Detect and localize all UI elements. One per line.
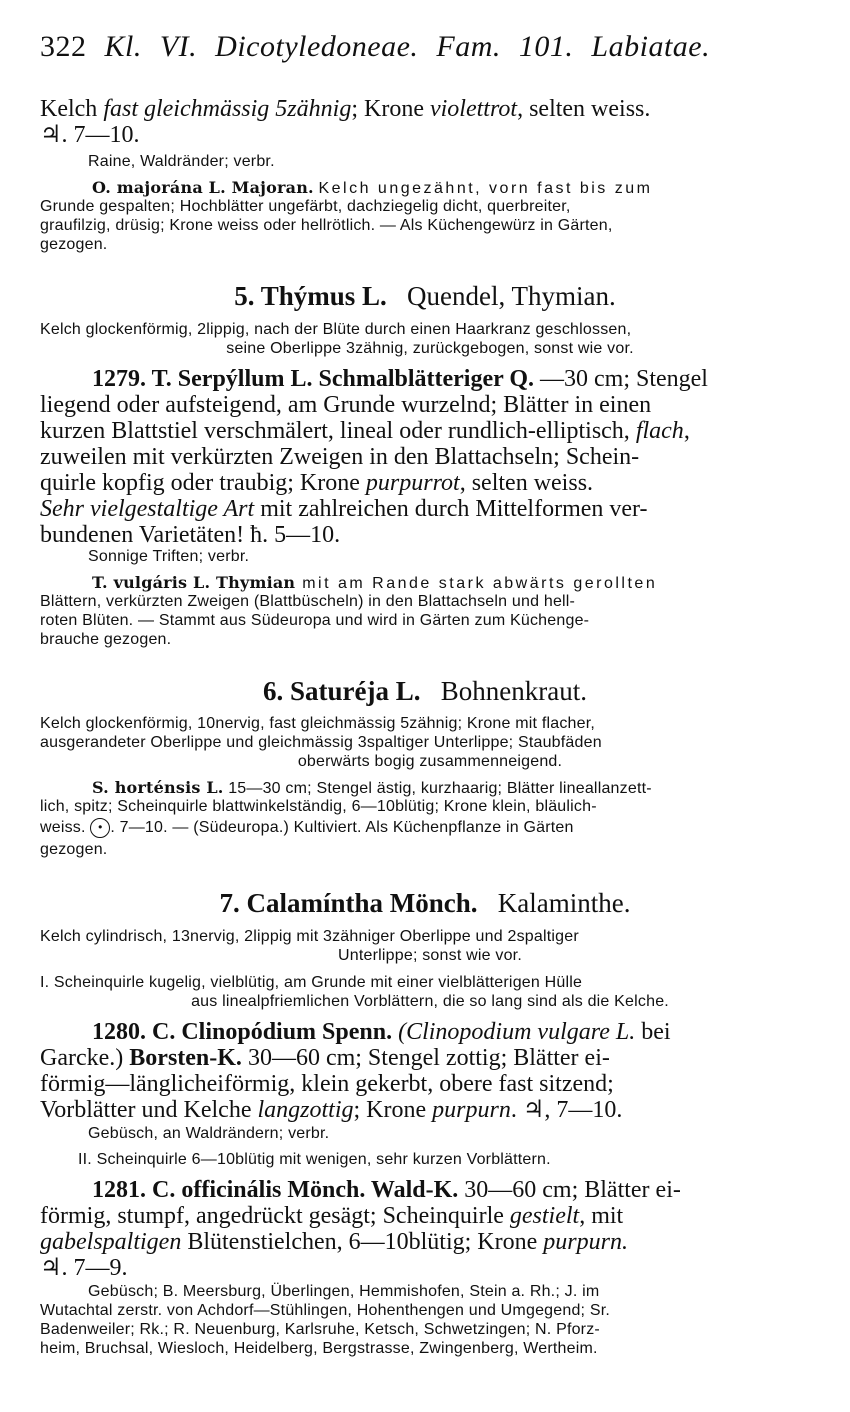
text-run: 6. Saturéja L.	[263, 676, 421, 706]
text-run: gestielt	[509, 1203, 580, 1229]
text-line: roten Blüten. — Stammt aus Südeuropa und wird in Gärten zum Küchenge-	[40, 612, 590, 629]
species-entry-hortensis	[40, 778, 850, 798]
species-entry-1280	[40, 1018, 850, 1046]
text-line: Grunde gespalten; Hochblätter ungefärbt, dachziegelig dicht, querbreiter,	[40, 198, 571, 215]
text-line: gezogen.	[40, 236, 108, 253]
text-run: kurzen Blattstiel verschmälert, lineal oder rundlich-elliptisch,	[40, 418, 636, 444]
text-run: 7. Calamíntha Mönch.	[219, 888, 478, 918]
genus-heading-thymus	[0, 281, 850, 312]
annual-symbol-icon: •	[90, 818, 110, 838]
text-run: flach	[635, 418, 684, 444]
text-run: Bohnenkraut.	[440, 676, 587, 706]
text-run: Garcke.)	[40, 1045, 130, 1071]
header-class-abbrev: Kl. VI.	[104, 30, 198, 63]
species-entry-1281	[40, 1176, 850, 1204]
text-run: förmig, stumpf, angedrückt gesägt; Scheinquirle	[40, 1203, 510, 1229]
text-run: Kelch	[40, 96, 104, 122]
species-entry-vulgaris	[40, 573, 850, 593]
flowering-time: ♃. 7—9.	[40, 1255, 128, 1281]
text-run: , selten weiss.	[517, 96, 651, 122]
text-run: ,	[683, 418, 690, 444]
text-run: Blütenstielchen, 6—10blütig; Krone	[181, 1229, 544, 1255]
text-line	[40, 818, 820, 838]
genus-description: oberwärts bogig zusammenneigend.	[297, 753, 563, 770]
section-heading-I: I. Scheinquirle kugelig, vielblütig, am Grunde mit einer vielblätterigen Hülle	[40, 974, 583, 991]
text-line	[40, 495, 820, 523]
genus-description: Kelch glockenförmig, 2lippig, nach der Blüte durch einen Haarkranz geschlossen,	[40, 321, 632, 338]
text-line: graufilzig, drüsig; Krone weiss oder hellrötlich. — Als Küchengewürz in Gärten,	[40, 217, 613, 234]
flowering-time: ♃. 7—10.	[40, 122, 140, 148]
text-run: , mit	[579, 1203, 624, 1229]
genus-description: seine Oberlippe 3zähnig, zurückgebogen, sonst wie vor.	[226, 340, 634, 357]
text-run: Kalaminthe.	[497, 888, 631, 918]
species-entry-majorana	[40, 178, 850, 198]
text-line: zuweilen mit verkürzten Zweigen in den Blattachseln; Schein-	[40, 444, 640, 470]
text-run: . ♃, 7—10.	[510, 1097, 623, 1123]
species-heading: 1280. C. Clinopódium Spenn.	[92, 1019, 393, 1045]
text-run: purpurrot	[365, 470, 460, 496]
text-line: Wutachtal zerstr. von Achdorf—Stühlingen, Hohenthengen und Umgegend; Sr.	[40, 1302, 611, 1319]
text-line: Blättern, verkürzten Zweigen (Blattbüscheln) in den Blattachseln und hell-	[40, 593, 576, 610]
text-line: förmig—länglicheiförmig, klein gekerbt, obere fast sitzend;	[40, 1071, 614, 1097]
species-entry-1279	[40, 365, 850, 393]
text-run: purpurn.	[543, 1229, 628, 1255]
text-run: fast gleichmässig 5zähnig	[103, 96, 352, 122]
text-line	[40, 1202, 820, 1230]
text-run: mit am Rande stark abwärts gerollten	[295, 575, 658, 592]
habitat-line: Raine, Waldränder; verbr.	[88, 153, 275, 170]
text-run: violettrot	[429, 96, 518, 122]
text-run: langzottig	[257, 1097, 354, 1123]
text-run: 15—30 cm; Stengel ästig, kurzhaarig; Blätter lineallanzett-	[223, 780, 652, 797]
section-heading-I: aus linealpfriemlichen Vorblättern, die so lang sind als die Kelche.	[191, 993, 669, 1010]
text-run: 5. Thýmus L.	[234, 281, 387, 311]
text-line: bundenen Varietäten! ħ. 5—10.	[40, 522, 341, 548]
text-run: mit zahlreichen durch Mittelformen ver-	[254, 496, 648, 522]
text-line: heim, Bruchsal, Wiesloch, Heidelberg, Bergstrasse, Zwingenberg, Wertheim.	[40, 1340, 598, 1357]
species-name: S. horténsis L.	[92, 778, 224, 797]
genus-description: Unterlippe; sonst wie vor.	[338, 947, 522, 964]
text-run: 30—60 cm; Blätter ei-	[458, 1177, 681, 1203]
text-line: Badenweiler; Rk.; R. Neuenburg, Karlsruhe, Ketsch, Schwetzingen; N. Pforz-	[40, 1321, 600, 1338]
text-run: ; Krone	[351, 96, 430, 122]
text-run: Sehr vielgestaltige Art	[40, 496, 255, 522]
text-line	[40, 95, 820, 123]
genus-heading-satureja	[0, 676, 850, 707]
header-class-name: Dicotyledoneae.	[215, 30, 419, 63]
species-name: O. majorána L. Majoran.	[92, 178, 314, 197]
running-header	[40, 30, 710, 64]
species-name: T. vulgáris L. Thymian	[92, 573, 296, 592]
text-run: Quendel, Thymian.	[407, 281, 616, 311]
text-line	[40, 417, 820, 445]
text-run: Borsten-K.	[129, 1045, 242, 1071]
text-line	[40, 1096, 820, 1124]
text-run: , selten weiss.	[459, 470, 594, 496]
species-heading: 1281. C. officinális Mönch. Wald-K.	[92, 1177, 459, 1203]
text-run: 30—60 cm; Stengel zottig; Blätter ei-	[241, 1045, 610, 1071]
habitat-line: Gebüsch; B. Meersburg, Überlingen, Hemmishofen, Stein a. Rh.; J. im	[88, 1283, 600, 1300]
text-line: gezogen.	[40, 841, 108, 858]
text-run: —30 cm; Stengel	[534, 366, 708, 392]
text-run: quirle kopfig oder traubig; Krone	[40, 470, 366, 496]
section-heading-II: II. Scheinquirle 6—10blütig mit wenigen, sehr kurzen Vorblättern.	[78, 1151, 551, 1168]
text-line	[40, 1044, 820, 1072]
text-line: brauche gezogen.	[40, 631, 172, 648]
genus-description: ausgerandeter Oberlippe und gleichmässig 3spaltiger Unterlippe; Staubfäden	[40, 734, 602, 751]
text-run: gabelspaltigen	[40, 1229, 182, 1255]
genus-description: Kelch cylindrisch, 13nervig, 2lippig mit 3zähniger Oberlippe und 2spaltiger	[40, 928, 579, 945]
header-family-number: Fam. 101.	[436, 30, 574, 63]
genus-description: Kelch glockenförmig, 10nervig, fast gleichmässig 5zähnig; Krone mit flacher,	[40, 715, 596, 732]
text-run: (Clinopodium vulgare L.	[392, 1019, 636, 1045]
text-run: Kelch ungezähnt, vorn fast bis zum	[318, 180, 653, 197]
text-run: ; Krone	[353, 1097, 433, 1123]
species-heading: 1279. T. Serpýllum L. Schmalblätteriger Q.	[92, 366, 534, 392]
text-line: lich, spitz; Scheinquirle blattwinkelständig, 6—10blütig; Krone klein, bläulich-	[40, 798, 597, 815]
text-run: bei	[635, 1019, 671, 1045]
habitat-line: Sonnige Triften; verbr.	[88, 548, 250, 565]
text-run: . 7—10. — (Südeuropa.) Kultiviert. Als Küchenpflanze in Gärten	[110, 819, 574, 837]
text-line	[40, 1228, 820, 1256]
header-family-name: Labiatae.	[591, 30, 711, 63]
page-number: 322	[40, 30, 87, 63]
text-line	[40, 469, 820, 497]
genus-heading-calamintha	[0, 888, 850, 919]
habitat-line: Gebüsch, an Waldrändern; verbr.	[88, 1125, 330, 1142]
text-line: liegend oder aufsteigend, am Grunde wurzelnd; Blätter in einen	[40, 392, 652, 418]
text-run: Vorblätter und Kelche	[40, 1097, 258, 1123]
text-run: weiss.	[40, 819, 91, 837]
text-run: purpurn	[432, 1097, 511, 1123]
